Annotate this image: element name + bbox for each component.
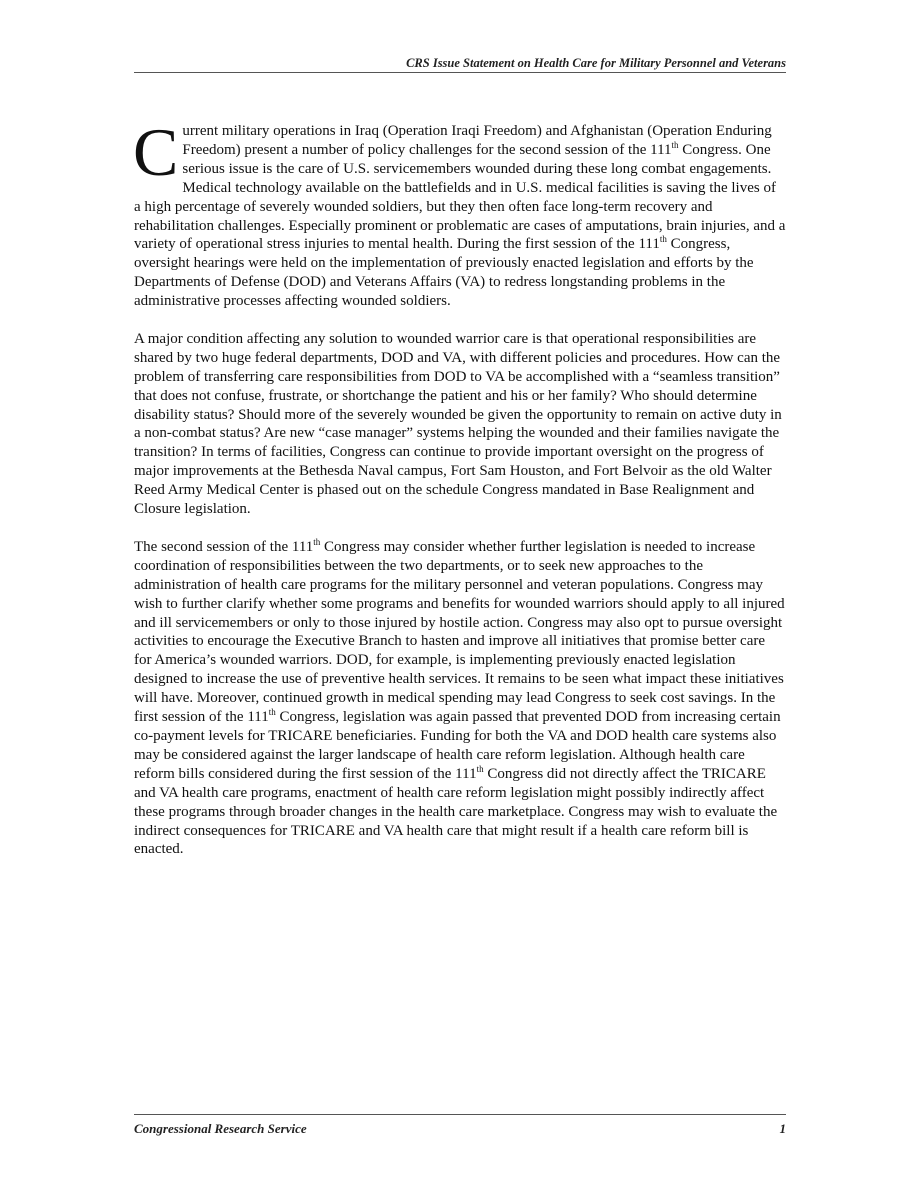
- paragraph-text: The second session of the 111: [134, 538, 314, 555]
- footer-rule: [134, 1114, 786, 1115]
- paragraph-text: urrent military operations in Iraq (Operation Iraqi Freedom) and Afghanistan (Operation Enduring Freedom) present a number of policy challenges for the second session of the 111: [182, 123, 772, 158]
- paragraph-text: Congress, legislation was again passed that prevented DOD from increasing certain co-payment levels for TRICARE beneficiaries. Funding for both the VA and DOD health care systems also may be considered against the larger landscape of health care reform legislation. Although health care reform bills considered during the first session of the 111: [134, 709, 781, 782]
- header-rule: [134, 72, 786, 73]
- footer-organization: Congressional Research Service: [134, 1121, 307, 1136]
- paragraph-1: [133, 114, 786, 311]
- paragraph-2: [134, 330, 786, 519]
- drop-cap: C: [133, 114, 179, 190]
- paragraph-text: Congress may consider whether further legislation is needed to increase coordination of responsibilities between the two departments, or to seek new approaches to the administration of health care programs for the military personnel and veteran populations. Congress may wish to further clarify whether some programs and benefits for wounded warriors should apply to all injured and ill servicemembers or only to those injured by hostile action. Congress may also opt to pursue oversight activities to encourage the Executive Branch to hasten and improve all initiatives that promise better care for America’s wounded warriors. DOD, for example, is implementing previously enacted legislation designed to increase the use of preventive health services. It remains to be seen what impact these initiatives will have. Moreover, continued growth in medical spending may lead Congress to seek cost savings. In the first session of the 111: [134, 538, 785, 726]
- superscript: th: [268, 707, 276, 718]
- body-text: [133, 114, 786, 878]
- superscript: th: [476, 763, 484, 774]
- superscript: th: [671, 139, 679, 150]
- running-header: CRS Issue Statement on Health Care for Military Personnel and Veterans: [406, 56, 786, 70]
- paragraph-text: Congress, oversight hearings were held on the implementation of previously enacted legislation and efforts by the Departments of Defense (DOD) and Veterans Affairs (VA) to redress longstanding problems in the administrative processes affecting wounded soldiers.: [134, 236, 754, 310]
- paragraph-3: [134, 538, 786, 859]
- page-number: 1: [779, 1121, 786, 1136]
- paragraph-text: Congress. One serious issue is the care of U.S. servicemembers wounded during these long combat engagements. Medical technology available on the battlefields and in U.S. medical facilities is saving the lives of a high percentage of severely wounded soldiers, but they then often face long-term recovery and rehabilitation challenges. Especially prominent or problematic are cases of amputations, brain injuries, and a variety of operational stress injuries to mental health. During the first session of the 111: [134, 141, 786, 253]
- paragraph-text: Congress did not directly affect the TRICARE and VA health care programs, enactment of health care reform legislation might possibly indirectly affect these programs through broader changes in the health care marketplace. Congress may wish to evaluate the indirect consequences for TRICARE and VA health care that might result if a health care reform bill is enacted.: [134, 765, 778, 858]
- superscript: th: [313, 536, 321, 547]
- superscript: th: [659, 234, 667, 245]
- paragraph-text: A major condition affecting any solution to wounded warrior care is that operational responsibilities are shared by two huge federal departments, DOD and VA, with different policies and procedures. How can the problem of transferring care responsibilities from DOD to VA be accomplished with a “seamless transition” that does not confuse, frustrate, or shortchange the patient and his or her family? Who should determine disability status? Should more of the severely wounded be given the opportunity to remain on active duty in a non-combat status? Are new “case manager” systems helping the wounded and their families navigate the transition? In terms of facilities, Congress can continue to provide important oversight on the progress of major improvements at the Bethesda Naval campus, Fort Sam Houston, and Fort Belvoir as the old Walter Reed Army Medical Center is phased out on the schedule Congress mandated in Base Realignment and Closure legislation.: [134, 330, 782, 518]
